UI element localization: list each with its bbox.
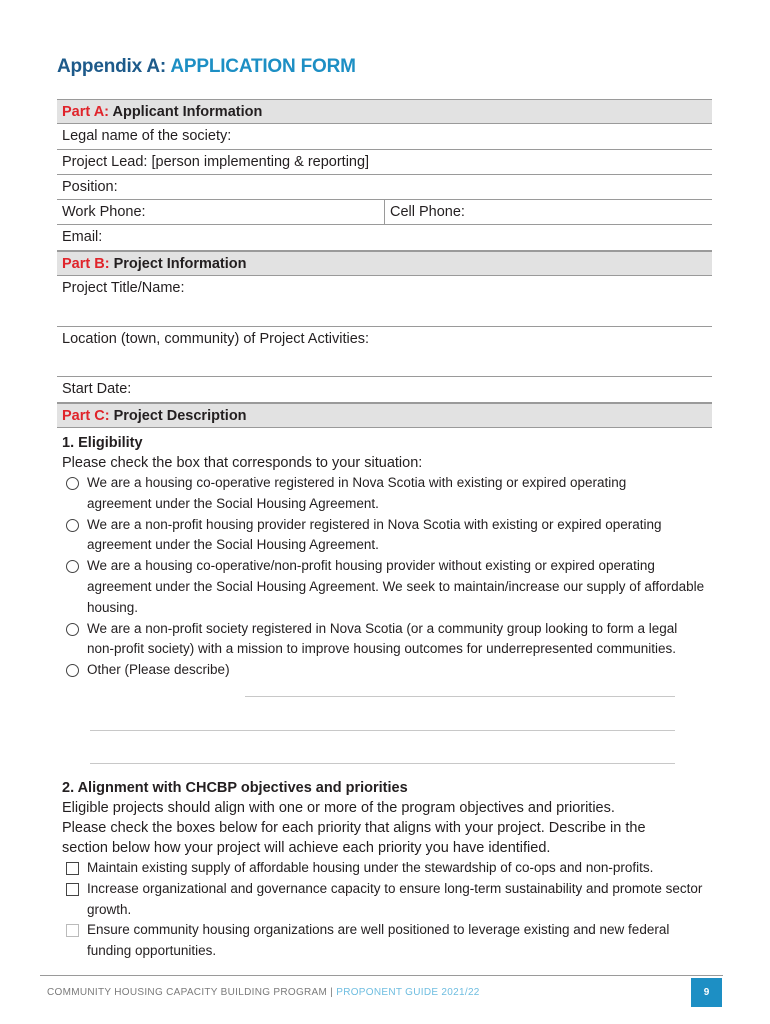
option-text: We are a non-profit society registered in Nova Scotia (or a community group looking to form a legal non-profit society) with a mission to improve housing outcomes for underrepresented communities. [87,620,678,657]
option-text: We are a housing co-operative registered in Nova Scotia with existing or expired operating agreement under the Social Housing Agreement. [87,475,627,511]
alignment-text-1: Eligible projects should align with one or more of the program objectives and priorities. [62,800,615,816]
page-number: 9 [691,978,722,1007]
footer-divider [40,975,723,976]
title-main: APPLICATION FORM [170,56,356,77]
start-date-field[interactable] [57,377,712,402]
project-lead-field[interactable] [57,150,712,175]
part-b-label: Part B: [62,255,110,272]
eligibility-option[interactable] [62,515,707,557]
option-text: Other (Please describe) [87,662,230,678]
radio-button[interactable] [66,560,79,573]
other-describe-line[interactable] [245,696,675,697]
other-describe-line[interactable] [90,763,675,764]
eligibility-section [62,433,712,681]
project-title-field[interactable] [57,276,712,327]
option-text: We are a housing co-operative/non-profit housing provider without existing or expired operating agreement under the Social Housing Agreement. We seek to maintain/increase our supply of affordable housing. [87,558,705,615]
page-title [57,56,356,78]
position-field[interactable] [57,175,712,200]
eligibility-option[interactable] [62,556,707,618]
part-b-heading: Project Information [113,255,247,272]
project-title-label: Project Title/Name: [62,280,185,297]
checkbox[interactable] [66,924,79,937]
part-c-label: Part C: [62,407,110,424]
part-c-heading: Project Description [113,407,247,424]
title-prefix: Appendix A: [57,56,166,77]
position-label: Position: [62,178,118,195]
priority-option[interactable] [62,879,707,921]
eligibility-option[interactable] [62,473,672,515]
priority-option[interactable] [62,920,712,962]
part-a-heading: Applicant Information [112,104,263,120]
alignment-text-2: Please check the boxes below for each priority that aligns with your project. Describe in the section below how your project will achieve each priority you have identified. [62,820,646,856]
radio-button[interactable] [66,519,79,532]
location-field[interactable] [57,327,712,378]
priority-text: Ensure community housing organizations are well positioned to leverage existing and new federal funding opportunities. [87,922,670,959]
checkbox[interactable] [66,862,79,875]
radio-button[interactable] [66,623,79,636]
location-label: Location (town, community) of Project Activities: [62,330,370,347]
other-describe-line[interactable] [90,730,675,731]
alignment-section [62,778,712,962]
eligibility-instruction: Please check the box that corresponds to your situation: [62,455,423,471]
part-a-header [57,99,712,124]
legal-name-label: Legal name of the society: [62,128,232,145]
option-text: We are a non-profit housing provider registered in Nova Scotia with existing or expired operating agreement under the Social Housing Agreement. [87,516,662,553]
priority-text: Maintain existing supply of affordable housing under the stewardship of co-ops and non-profits. [87,860,654,875]
project-lead-label: Project Lead: [person implementing & reporting] [62,153,370,170]
start-date-label: Start Date: [62,381,132,398]
eligibility-option[interactable] [62,619,682,661]
work-phone-field[interactable]: Work Phone: [62,204,146,221]
email-field[interactable] [57,225,712,250]
email-label: Email: [62,229,103,246]
radio-button[interactable] [66,477,79,490]
part-a-label: Part A: [62,104,109,120]
application-form-table [57,99,712,428]
cell-phone-field[interactable] [384,200,465,224]
eligibility-title: 1. Eligibility [62,435,143,451]
part-b-header [57,251,712,276]
checkbox[interactable] [66,883,79,896]
radio-button[interactable] [66,664,79,677]
legal-name-field[interactable] [57,124,712,149]
cell-phone-label: Cell Phone: [390,204,465,221]
footer-program: COMMUNITY HOUSING CAPACITY BUILDING PROGRAM | [47,987,334,998]
alignment-title: 2. Alignment with CHCBP objectives and priorities [62,780,408,796]
priority-option[interactable] [62,858,707,879]
footer [47,987,480,998]
eligibility-option-other[interactable] [62,660,712,681]
phone-row [57,200,712,225]
footer-guide: PROPONENT GUIDE 2021/22 [336,987,480,998]
part-c-header [57,403,712,428]
priority-text: Increase organizational and governance capacity to ensure long-term sustainability and promote sector growth. [87,880,703,917]
